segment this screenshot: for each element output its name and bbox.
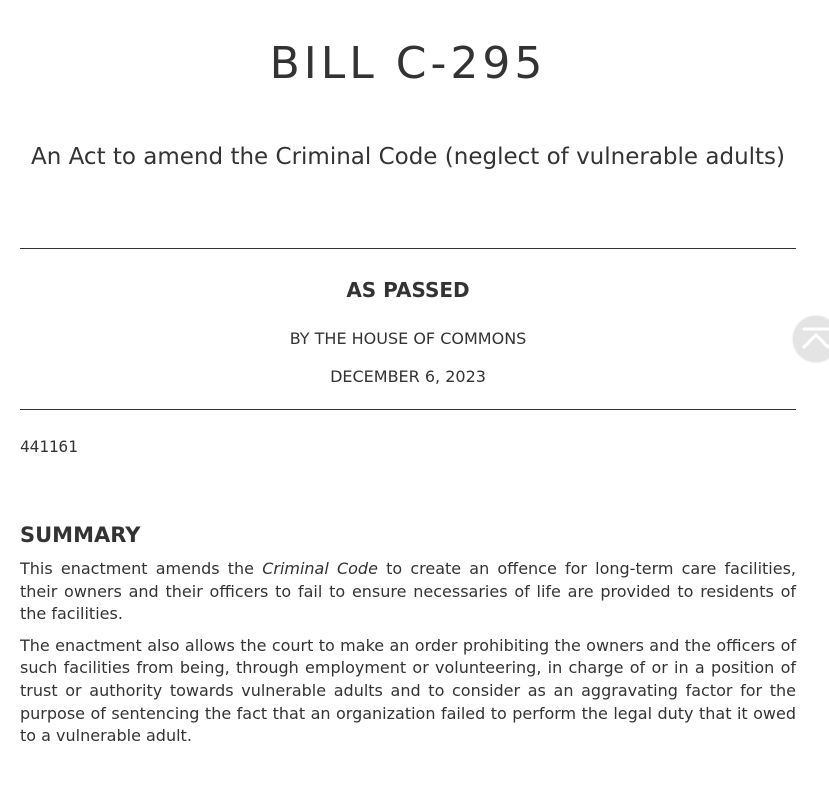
status-label: AS PASSED (346, 278, 470, 302)
summary-p1-start: This enactment amends the (20, 559, 263, 578)
divider-top (20, 248, 796, 249)
print-number: 441161 (20, 437, 78, 456)
status-date: DECEMBER 6, 2023 (330, 367, 486, 386)
summary-paragraph-1 (20, 558, 796, 626)
criminal-code-reference: Criminal Code (262, 559, 378, 578)
bill-title: An Act to amend the Criminal Code (neglect of vulnerable adults) (30, 144, 786, 170)
summary-body (20, 558, 796, 757)
bill-number: BILL C-295 (269, 38, 547, 89)
scroll-to-top-button[interactable] (793, 316, 829, 362)
summary-paragraph-2: The enactment also allows the court to make an order prohibiting the owners and the officers of such facilities from being, through employment or volunteering, in charge of or in a position of trust or authority towards vulnerable adults and to consider as an aggravating factor for the purpose of sentencing the fact that an organization failed to perform the legal duty that it owed to a vulnerable adult. (20, 635, 796, 746)
status-by: BY THE HOUSE OF COMMONS (289, 329, 527, 348)
summary-heading: SUMMARY (20, 523, 141, 547)
summary-p1-end: to create an offence for long-term care facilities, their owners and their officers to fail to ensure necessaries of life are provided to residents of the facilities. (20, 559, 797, 624)
chevron-up-to-top-icon (800, 323, 829, 355)
divider-bottom (20, 409, 796, 410)
